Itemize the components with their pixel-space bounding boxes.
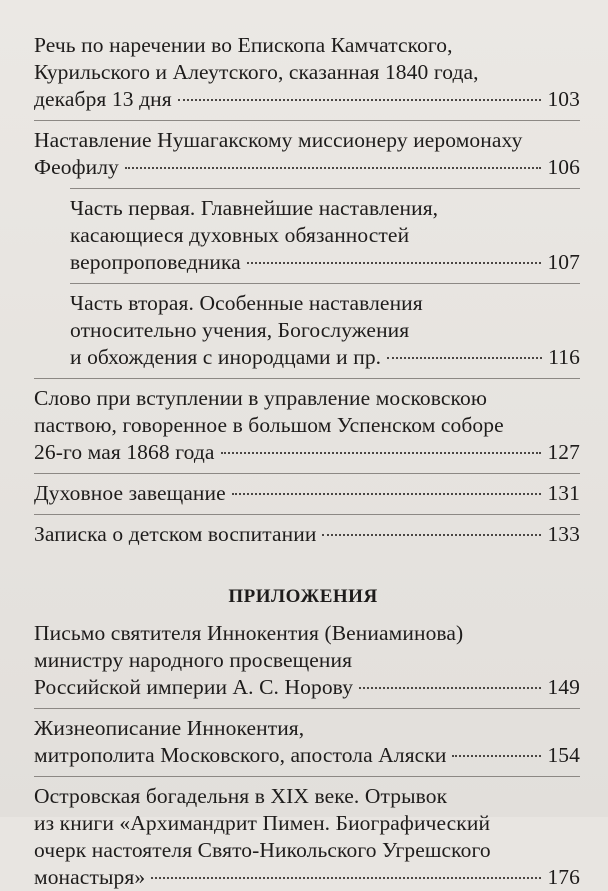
toc-entry-title-end: веропроповедника (70, 250, 241, 274)
toc-subentry (34, 290, 580, 371)
dot-leader (322, 534, 541, 536)
toc-entry-last-line (34, 742, 580, 769)
dot-leader (178, 99, 542, 101)
page-number: 133 (547, 522, 580, 546)
page-number: 116 (548, 345, 580, 369)
dot-leader (232, 493, 542, 495)
entry-divider (34, 776, 580, 777)
entry-divider (34, 473, 580, 474)
toc-entry-line: Часть первая. Главнейшие наставления, (70, 196, 439, 220)
toc-entry-title-end: Феофилу (34, 155, 119, 179)
toc-entry (34, 620, 580, 701)
toc-entry (34, 783, 580, 891)
toc-entry-line: относительно учения, Богослужения (70, 318, 410, 342)
dot-leader (151, 877, 541, 879)
page-number: 103 (547, 87, 580, 111)
toc-entry-line: Жизнеописание Иннокентия, (34, 716, 305, 740)
toc-entry-last-line (70, 249, 580, 276)
page-number: 149 (547, 675, 580, 699)
toc-entry-line: паствою, говоренное в большом Успенском соборе (34, 413, 504, 437)
toc-entry-title-end: Записка о детском воспитании (34, 522, 317, 546)
entry-divider (70, 188, 580, 189)
toc-entry-last-line (34, 674, 580, 701)
dot-leader (247, 262, 542, 264)
toc-entry-title-end: декабря 13 дня (34, 87, 172, 111)
entry-divider (70, 283, 580, 284)
toc-entry-line: Часть вторая. Особенные наставления (70, 291, 423, 315)
toc-entry-line: Речь по наречении во Епископа Камчатского, (34, 33, 453, 57)
toc-entry (34, 715, 580, 769)
toc-entry-line: Наставление Нушагакскому миссионеру иеромонаху (34, 128, 523, 152)
toc-entry-title-end: и обхождения с инородцами и пр. (70, 345, 382, 369)
page-number: 176 (547, 865, 580, 889)
toc-entry (34, 32, 580, 113)
toc-entry-title-end: Духовное завещание (34, 481, 226, 505)
entry-divider (34, 378, 580, 379)
toc-entry-line: Островская богадельня в XIX веке. Отрывок (34, 784, 448, 808)
toc-entry-title-end: Российской империи А. С. Норову (34, 675, 354, 699)
toc-entry-line: Письмо святителя Иннокентия (Вениаминова) (34, 621, 464, 645)
toc-entry (34, 480, 580, 507)
page-number: 107 (547, 250, 580, 274)
toc-entry-line: Слово при вступлении в управление московскою (34, 386, 488, 410)
dot-leader (452, 755, 541, 757)
dot-leader (387, 357, 542, 359)
toc-entry-last-line (34, 86, 580, 113)
toc-entry-line: очерк настоятеля Свято-Никольского Угрешского (34, 838, 491, 862)
dot-leader (221, 452, 542, 454)
toc-entry-line: Курильского и Алеутского, сказанная 1840 года, (34, 60, 479, 84)
entry-divider (34, 514, 580, 515)
toc-entry-title-end: монастыря» (34, 865, 146, 889)
entry-divider (34, 708, 580, 709)
page-number: 127 (547, 440, 580, 464)
toc-entry (34, 385, 580, 466)
toc-entry-title-end: 26-го мая 1868 года (34, 440, 215, 464)
entry-divider (34, 120, 580, 121)
toc-entry-last-line (34, 439, 580, 466)
dot-leader (125, 167, 542, 169)
toc-entry-last-line (34, 154, 580, 181)
toc-entry (34, 127, 580, 181)
dot-leader (359, 687, 541, 689)
page-number: 131 (547, 481, 580, 505)
toc-entry-last-line (70, 344, 580, 371)
page-number: 154 (547, 743, 580, 767)
table-of-contents (34, 32, 580, 891)
page-number: 106 (547, 155, 580, 179)
toc-entry-title-end: митрополита Московского, апостола Аляски (34, 743, 447, 767)
toc-entry-line: министру народного просвещения (34, 648, 353, 672)
toc-subentry (34, 195, 580, 276)
toc-entry-line: касающиеся духовных обязанностей (70, 223, 410, 247)
toc-entry-last-line (34, 864, 580, 891)
toc-entry-last-line (34, 480, 580, 507)
appendix-heading: ПРИЛОЖЕНИЯ (228, 586, 378, 607)
toc-entry-line: из книги «Архимандрит Пимен. Биографический (34, 811, 491, 835)
toc-entry (34, 521, 580, 548)
toc-entry-last-line (34, 521, 580, 548)
